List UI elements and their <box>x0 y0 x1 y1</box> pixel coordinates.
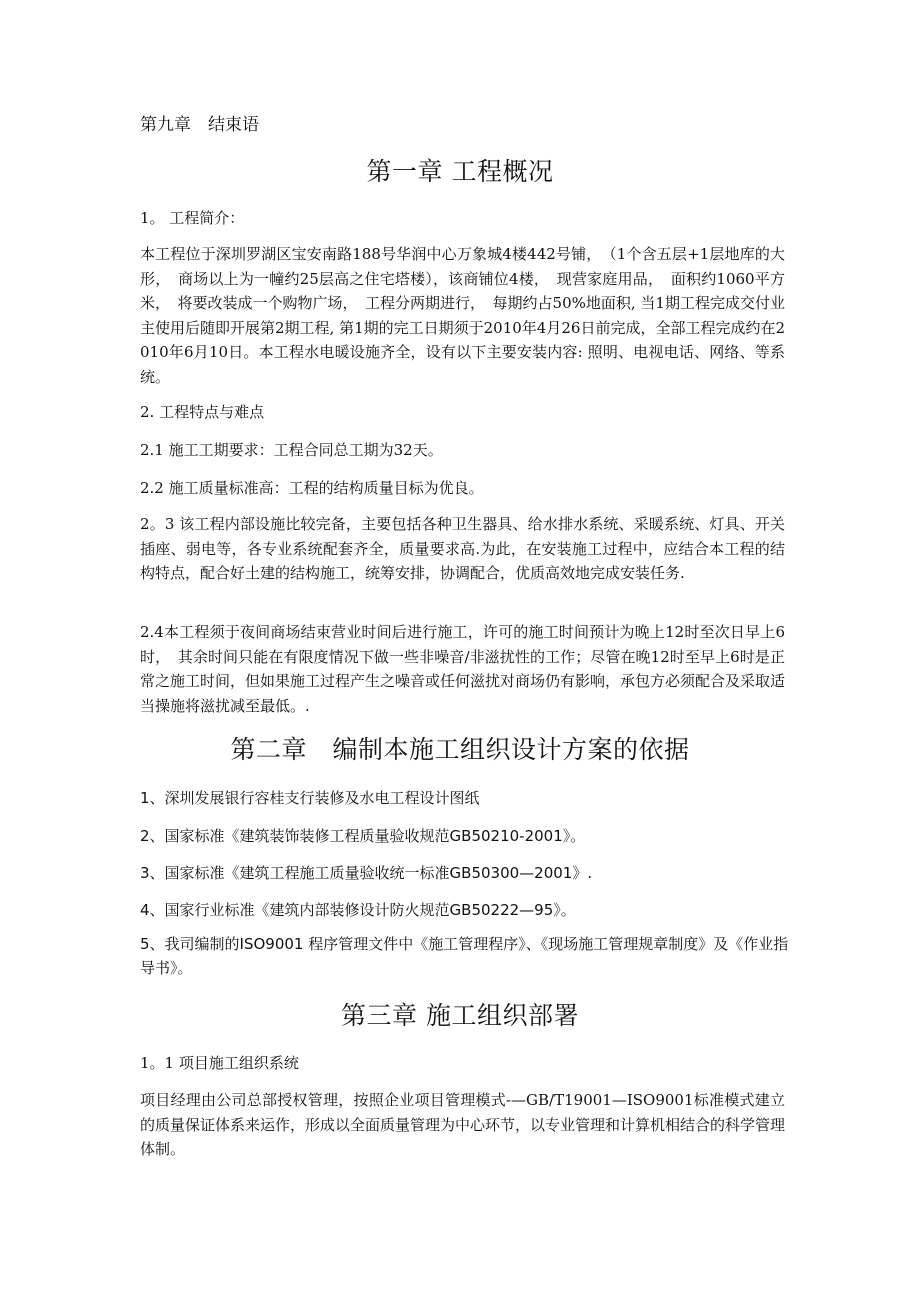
item-2-1: 2.1 施工工期要求：工程合同总工期为32天。 <box>140 441 443 459</box>
item-2-2: 2.2 施工质量标准高：工程的结构质量目标为优良。 <box>140 479 484 497</box>
item-2-4: 2.4本工程须于夜间商场结束营业时间后进行施工，许可的施工时间预计为晚上12时至次日早上6时， 其余时间只能在有限度情况下做一些非噪音/非滋扰性的工作；尽管在晚12时至早上6时是正常之施工时间，但如果施工过程产生之噪音或任何滋扰对商场仍有影响，承包方必须配合及采取适当操施将滋扰减至最低。. <box>140 623 786 715</box>
section-3-1-heading: 1。1 项目施工组织系统 <box>140 1054 299 1072</box>
chapter2-title: 第二章 编制本施工组织设计方案的依据 <box>230 735 690 764</box>
toc-line-chapter9: 第九章 结束语 <box>140 115 259 135</box>
reference-item-2: 2、国家标准《建筑装饰装修工程质量验收规范GB50210-2001》。 <box>140 827 586 845</box>
chapter3-title: 第三章 施工组织部署 <box>341 1001 579 1030</box>
reference-item-4: 4、国家行业标准《建筑内部装修设计防火规范GB50222—95》。 <box>140 901 576 919</box>
section-2-heading: 2. 工程特点与难点 <box>140 403 265 421</box>
section-1-heading: 1。 工程简介： <box>140 209 245 227</box>
item-2-3: 2。3 该工程内部设施比较完备，主要包括各种卫生器具、给水排水系统、采暖系统、灯具、开关插座、弱电等，各专业系统配套齐全，质量要求高.为此，在安装施工过程中，应结合本工程的结构特点，配合好土建的结构施工，统筹安排，协调配合，优质高效地完成安装任务. <box>140 515 785 582</box>
section-1-body: 本工程位于深圳罗湖区宝安南路188号华润中心万象城4楼442号铺， （1个含五层+1层地库的大形， 商场以上为一幢约25层高之住宅塔楼），该商铺位4楼， 现营家庭用品， 面积约1060平方米， 将要改装成一个购物广场， 工程分两期进行， 每期约占50%地面积, 当1期工程完成交付业主使用后随即开展第2期工程, 第1期的完工日期须于2010年4月26日前完成，全部工程完成约在2010年6月10日。本工程水电暖设施齐全，设有以下主要安装内容: 照明、电视电话、网络、等系统。 <box>140 245 785 386</box>
reference-item-5: 5、我司编制的ISO9001 程序管理文件中《施工管理程序》、《现场施工管理规章制度》及《作业指导书》。 <box>140 935 789 977</box>
reference-item-1: 1、深圳发展银行容桂支行装修及水电工程设计图纸 <box>140 789 480 807</box>
chapter1-title: 第一章 工程概况 <box>366 157 554 186</box>
reference-item-3: 3、国家标准《建筑工程施工质量验收统一标准GB50300—2001》. <box>140 864 593 882</box>
section-3-1-body: 项目经理由公司总部授权管理，按照企业项目管理模式-—GB/T19001—ISO9001标准模式建立的质量保证体系来运作，形成以全面质量管理为中心环节，以专业管理和计算机相结合的科学管理体制。 <box>140 1091 786 1158</box>
